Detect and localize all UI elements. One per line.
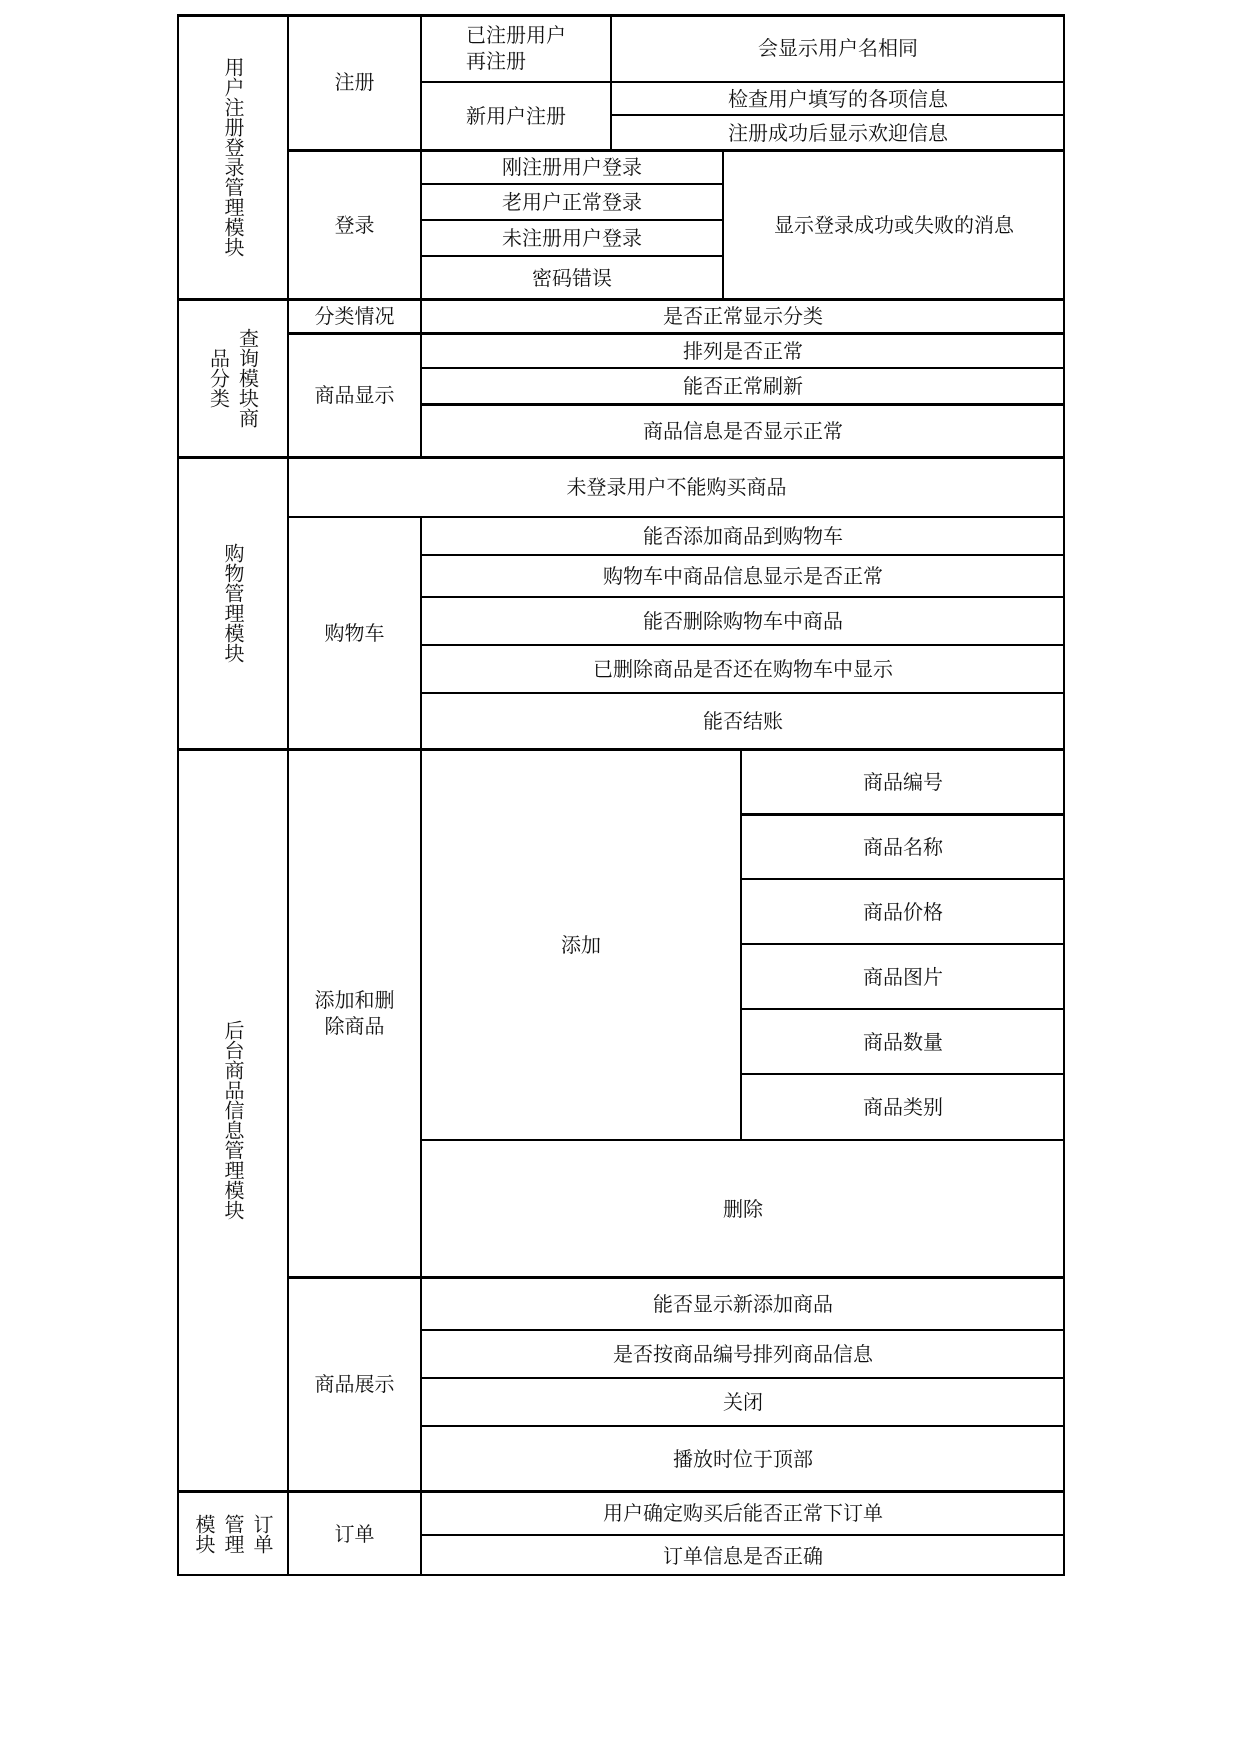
sep-delete-show	[288, 1276, 1065, 1279]
case-cart-info	[421, 555, 1065, 597]
module-user-cell	[177, 14, 288, 299]
sep-field-2	[741, 878, 1065, 880]
sep-field-4	[741, 1008, 1065, 1010]
case-show-close	[421, 1378, 1065, 1426]
sep-field-5	[741, 1073, 1065, 1075]
sep-login-1	[421, 183, 723, 185]
case-delete-label: 删除	[723, 1196, 763, 1221]
feature-login-cell	[288, 150, 421, 299]
field-image	[741, 944, 1065, 1009]
case-cart-delete-label: 能否删除购物车中商品	[643, 609, 843, 633]
sep-show-2	[421, 1377, 1065, 1379]
case-reg-existing-label: 已注册用户 再注册	[466, 23, 566, 73]
case-order-place-label: 用户确定购买后能否正常下订单	[603, 1501, 883, 1525]
case-delete	[421, 1140, 1065, 1277]
case-cart-checkout-label: 能否结账	[703, 709, 783, 733]
feature-register-label: 注册	[334, 70, 375, 94]
sep-query-3	[421, 403, 1065, 406]
sep-shop-1	[288, 516, 1065, 518]
case-category-display	[421, 299, 1065, 333]
case-cart-checkout	[421, 693, 1065, 749]
col-sep-feature-b	[420, 517, 422, 1576]
feature-display-cell	[288, 333, 421, 457]
feature-cart-label: 购物车	[324, 621, 385, 645]
case-reg-new-label: 新用户注册	[466, 104, 566, 128]
sep-register-login	[288, 149, 1065, 152]
case-login-unregistered-label: 未注册用户登录	[502, 226, 642, 250]
case-category-display-label: 是否正常显示分类	[663, 304, 823, 328]
sep-field-3	[741, 943, 1065, 945]
field-price	[741, 879, 1065, 944]
module-shopping-label: 购物管理模块	[221, 543, 245, 663]
feature-order-label: 订单	[334, 1521, 375, 1546]
sep-shop-backend	[177, 748, 1065, 751]
case-cart-add	[421, 517, 1065, 555]
case-cart-info-label: 购物车中商品信息显示是否正常	[603, 564, 883, 588]
feature-add-delete-cell	[288, 749, 421, 1277]
feature-register-cell	[288, 14, 421, 150]
border-top	[177, 14, 1065, 17]
case-show-sorted	[421, 1330, 1065, 1378]
module-query-cell	[177, 299, 288, 457]
case-show-sorted-label: 是否按商品编号排列商品信息	[613, 1342, 873, 1366]
case-add-label: 添加	[561, 932, 601, 957]
field-name	[741, 814, 1065, 879]
col-sep-module	[287, 14, 289, 1576]
feature-category-cell	[288, 299, 421, 333]
sep-field-1	[741, 813, 1065, 816]
result-reg-check	[611, 82, 1065, 115]
border-left	[177, 14, 179, 1576]
sep-query-1	[288, 332, 1065, 335]
sep-query-shop	[177, 456, 1065, 459]
col-sep-login	[722, 150, 724, 299]
case-display-refresh	[421, 368, 1065, 404]
case-order-info-label: 订单信息是否正确	[663, 1543, 823, 1568]
module-backend-cell	[177, 749, 288, 1491]
module-order-label: 订单管理模块	[192, 1513, 274, 1554]
feature-add-delete-label: 添加和删 除商品	[314, 988, 395, 1038]
case-show-top-label: 播放时位于顶部	[673, 1446, 813, 1471]
sep-shop-2	[421, 554, 1065, 556]
case-show-new-label: 能否显示新添加商品	[653, 1291, 833, 1316]
feature-category-label: 分类情况	[314, 304, 395, 328]
sep-show-1	[421, 1329, 1065, 1331]
result-reg-welcome	[611, 115, 1065, 150]
feature-order-cell	[288, 1491, 421, 1576]
case-login-wrong-password-label: 密码错误	[532, 265, 612, 290]
test-case-table	[177, 14, 1065, 1588]
case-reg-new	[421, 82, 611, 150]
case-order-info	[421, 1535, 1065, 1576]
field-image-label: 商品图片	[863, 964, 943, 989]
case-login-new-label: 刚注册用户登录	[502, 155, 642, 179]
border-right	[1063, 14, 1065, 1576]
case-cart-deleted-shown	[421, 645, 1065, 693]
sep-login-3	[421, 255, 723, 257]
result-reg-existing-label: 会显示用户名相同	[758, 36, 918, 60]
result-login	[723, 150, 1065, 299]
feature-display-label: 商品显示	[314, 383, 395, 407]
case-display-sort-label: 排列是否正常	[683, 338, 803, 363]
sep-reg-results	[611, 114, 1065, 116]
case-login-unregistered	[421, 220, 723, 256]
sep-login-2	[421, 219, 723, 221]
case-display-info	[421, 404, 1065, 457]
sep-show-3	[421, 1425, 1065, 1427]
module-user-label: 用户注册登录管理模块	[221, 56, 245, 257]
result-login-label: 显示登录成功或失败的消息	[774, 212, 1014, 237]
module-order-cell	[177, 1491, 288, 1576]
field-id	[741, 749, 1065, 814]
feature-product-show-cell	[288, 1277, 421, 1491]
sep-reg-rows	[421, 81, 1065, 83]
sep-order-1	[421, 1534, 1065, 1536]
sep-add-delete	[421, 1139, 1065, 1141]
result-reg-existing	[611, 14, 1065, 82]
case-not-logged-in	[288, 457, 1065, 517]
module-query-label: 查询模块商品分类	[206, 328, 260, 428]
case-display-refresh-label: 能否正常刷新	[683, 374, 803, 398]
field-category-label: 商品类别	[863, 1095, 943, 1119]
case-display-info-label: 商品信息是否显示正常	[643, 418, 843, 443]
field-quantity-label: 商品数量	[863, 1029, 943, 1054]
case-login-new	[421, 150, 723, 184]
case-cart-deleted-shown-label: 已删除商品是否还在购物车中显示	[593, 657, 893, 681]
field-category	[741, 1074, 1065, 1140]
case-cart-delete	[421, 597, 1065, 645]
case-cart-add-label: 能否添加商品到购物车	[643, 524, 843, 548]
module-shopping-cell	[177, 457, 288, 749]
field-quantity	[741, 1009, 1065, 1074]
sep-shop-4	[421, 644, 1065, 646]
border-bottom	[177, 1574, 1065, 1576]
case-show-close-label: 关闭	[723, 1390, 763, 1414]
feature-login-label: 登录	[334, 212, 375, 237]
field-price-label: 商品价格	[863, 899, 943, 924]
result-reg-welcome-label: 注册成功后显示欢迎信息	[728, 120, 948, 145]
case-login-wrong-password	[421, 256, 723, 299]
sep-backend-order	[177, 1490, 1065, 1493]
sep-query-2	[421, 367, 1065, 369]
case-reg-existing	[421, 14, 611, 82]
case-order-place	[421, 1491, 1065, 1535]
case-login-old	[421, 184, 723, 220]
case-login-old-label: 老用户正常登录	[502, 190, 642, 214]
case-display-sort	[421, 333, 1065, 368]
case-add	[421, 749, 741, 1140]
feature-cart-cell	[288, 517, 421, 749]
feature-product-show-label: 商品展示	[314, 1372, 395, 1396]
sep-user-query	[177, 298, 1065, 301]
result-reg-check-label: 检查用户填写的各项信息	[728, 86, 948, 111]
module-backend-label: 后台商品信息管理模块	[221, 1020, 245, 1220]
sep-shop-5	[421, 692, 1065, 694]
field-id-label: 商品编号	[863, 769, 943, 794]
sep-shop-3	[421, 596, 1065, 598]
case-not-logged-in-label: 未登录用户不能购买商品	[566, 475, 787, 499]
case-show-top	[421, 1426, 1065, 1491]
field-name-label: 商品名称	[863, 834, 943, 859]
case-show-new	[421, 1277, 1065, 1330]
